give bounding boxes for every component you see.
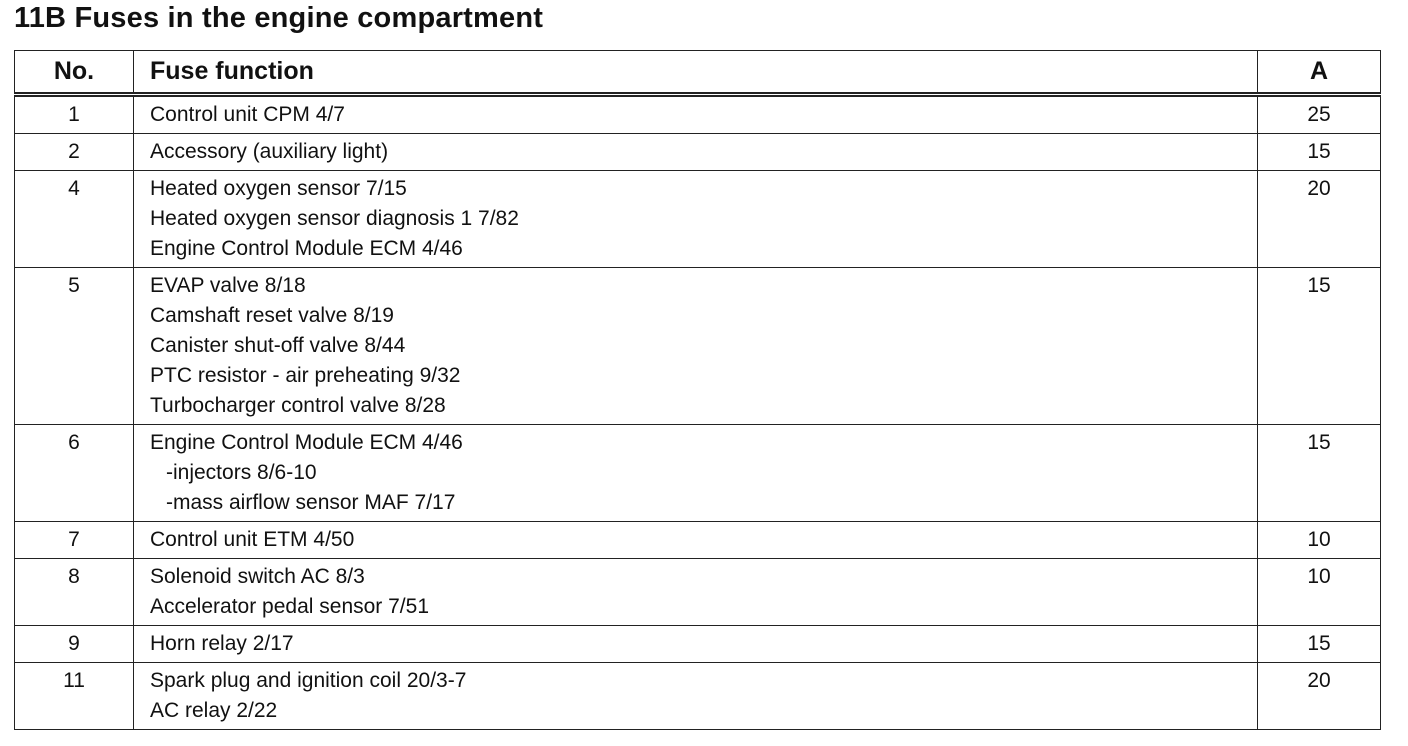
table-row (15, 559, 1381, 626)
fuse-function-line: Canister shut-off valve 8/44 (150, 334, 406, 357)
fuse-function-cell (134, 171, 1258, 268)
fuse-function-line: Heated oxygen sensor 7/15 (150, 177, 407, 200)
table-row (15, 134, 1381, 171)
table-row (15, 95, 1381, 134)
table-row (15, 268, 1381, 425)
fuse-function-line: Control unit CPM 4/7 (150, 103, 345, 126)
fuse-function-line: Spark plug and ignition coil 20/3-7 (150, 669, 467, 692)
fuse-function-cell (134, 425, 1258, 522)
fuse-amperage: 20 (1258, 663, 1381, 730)
table-row (15, 626, 1381, 663)
fuse-number: 6 (15, 425, 134, 522)
column-header-function: Fuse function (134, 51, 1258, 95)
fuse-number: 5 (15, 268, 134, 425)
fuse-number: 7 (15, 522, 134, 559)
table-header-row (15, 51, 1381, 95)
fuse-function-cell (134, 663, 1258, 730)
fuse-function-line: -injectors 8/6-10 (166, 461, 317, 484)
column-header-amps: A (1258, 51, 1381, 95)
fuse-amperage: 20 (1258, 171, 1381, 268)
fuse-function-line: AC relay 2/22 (150, 699, 278, 722)
fuse-number: 4 (15, 171, 134, 268)
fuse-function-line: -mass airflow sensor MAF 7/17 (166, 491, 456, 514)
fuse-amperage: 15 (1258, 268, 1381, 425)
fuse-amperage: 10 (1258, 559, 1381, 626)
fuse-amperage: 25 (1258, 95, 1381, 134)
fuse-function-cell (134, 134, 1258, 171)
table-row (15, 663, 1381, 730)
fuse-function-line: Control unit ETM 4/50 (150, 528, 355, 551)
fuse-function-cell (134, 95, 1258, 134)
fuse-function-line: Accessory (auxiliary light) (150, 140, 389, 163)
fuse-function-cell (134, 522, 1258, 559)
fuse-function-line: Camshaft reset valve 8/19 (150, 304, 394, 327)
fuse-number: 11 (15, 663, 134, 730)
fuse-amperage: 15 (1258, 134, 1381, 171)
table-body (15, 95, 1381, 730)
fuse-amperage: 10 (1258, 522, 1381, 559)
fuse-number: 8 (15, 559, 134, 626)
fuse-function-line: Horn relay 2/17 (150, 632, 294, 655)
fuse-function-line: Heated oxygen sensor diagnosis 1 7/82 (150, 207, 519, 230)
fuse-function-line: EVAP valve 8/18 (150, 274, 306, 297)
fuse-amperage: 15 (1258, 425, 1381, 522)
page-title: 11B Fuses in the engine compartment (14, 2, 544, 34)
fuse-function-line: Accelerator pedal sensor 7/51 (150, 595, 429, 618)
fuse-number: 1 (15, 95, 134, 134)
fuse-function-line: Solenoid switch AC 8/3 (150, 565, 365, 588)
fuse-amperage: 15 (1258, 626, 1381, 663)
fuse-function-cell (134, 626, 1258, 663)
fuse-function-line: Engine Control Module ECM 4/46 (150, 431, 463, 454)
fuse-table (14, 50, 1381, 730)
fuse-number: 9 (15, 626, 134, 663)
fuse-function-line: Turbocharger control valve 8/28 (150, 394, 446, 417)
table-row (15, 425, 1381, 522)
fuse-function-line: Engine Control Module ECM 4/46 (150, 237, 463, 260)
fuse-function-cell (134, 559, 1258, 626)
column-header-no: No. (15, 51, 134, 95)
fuse-function-line: PTC resistor - air preheating 9/32 (150, 364, 461, 387)
fuse-number: 2 (15, 134, 134, 171)
table-row (15, 171, 1381, 268)
table-row (15, 522, 1381, 559)
fuse-function-cell (134, 268, 1258, 425)
